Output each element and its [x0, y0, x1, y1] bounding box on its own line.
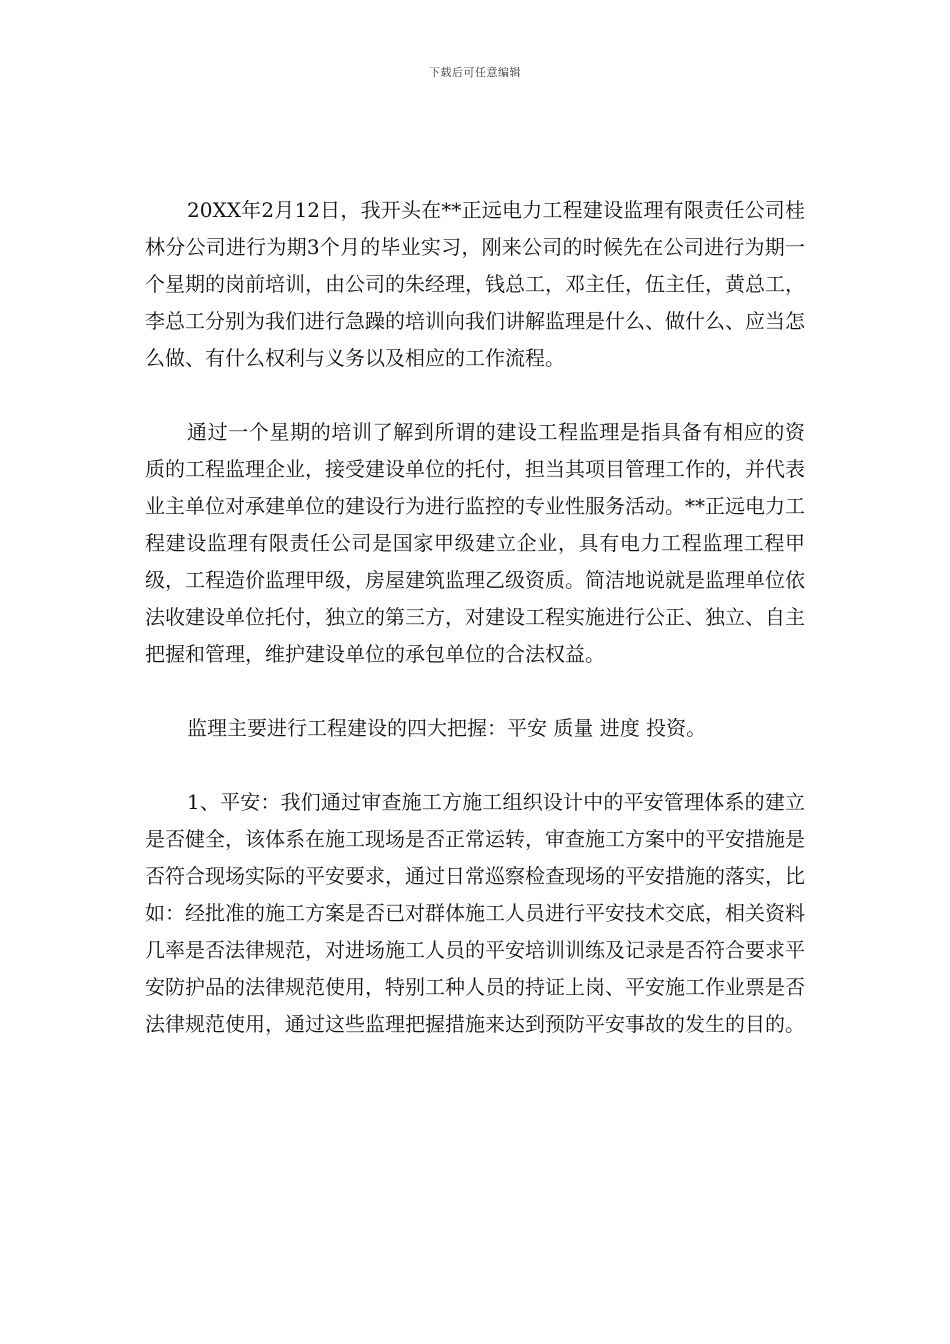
paragraph-supervision-definition: 通过一个星期的培训了解到所谓的建设工程监理是指具备有相应的资质的工程监理企业，接受建设单位的托付，担当其项目管理工作的，并代表业主单位对承建单位的建设行为进行监控的专业性服务活动。**正远电力工程建设监理有限责任公司是国家甲级建立企业，具有电力工程监理工程甲级，工程造价监理甲级，房屋建筑监理乙级资质。简洁地说就是监理单位依法收建设单位托付，独立的第三方，对建设工程实施进行公正、独立、自主把握和管理，维护建设单位的承包单位的合法权益。 [145, 420, 805, 666]
header-note: 下载后可任意编辑 [429, 66, 521, 79]
paragraph-internship-start: 20XX年2月12日，我开头在**正远电力工程建设监理有限责任公司桂林分公司进行为期3个月的毕业实习，刚来公司的时候先在公司进行为期一个星期的岗前培训，由公司的朱经理，钱总工，邓主任，伍主任，黄总工，李总工分别为我们进行急躁的培训向我们讲解监理是什么、做什么、应当怎么做、有什么权利与义务以及相应的工作流程。 [145, 198, 805, 370]
document-body [145, 192, 805, 1080]
paragraph-four-controls: 监理主要进行工程建设的四大把握：平安 质量 进度 投资。 [187, 716, 707, 740]
paragraph-safety-control: 1、平安：我们通过审查施工方施工组织设计中的平安管理体系的建立是否健全，该体系在施工现场是否正常运转，审查施工方案中的平安措施是否符合现场实际的平安要求，通过日常巡察检查现场的平安措施的落实，比如：经批准的施工方案是否已对群体施工人员进行平安技术交底，相关资料几率是否法律规范，对进场施工人员的平安培训训练及记录是否符合要求平安防护品的法律规范使用，特别工种人员的持证上岗、平安施工作业票是否法律规范使用，通过这些监理把握措施来达到预防平安事故的发生的目的。 [145, 790, 805, 1036]
